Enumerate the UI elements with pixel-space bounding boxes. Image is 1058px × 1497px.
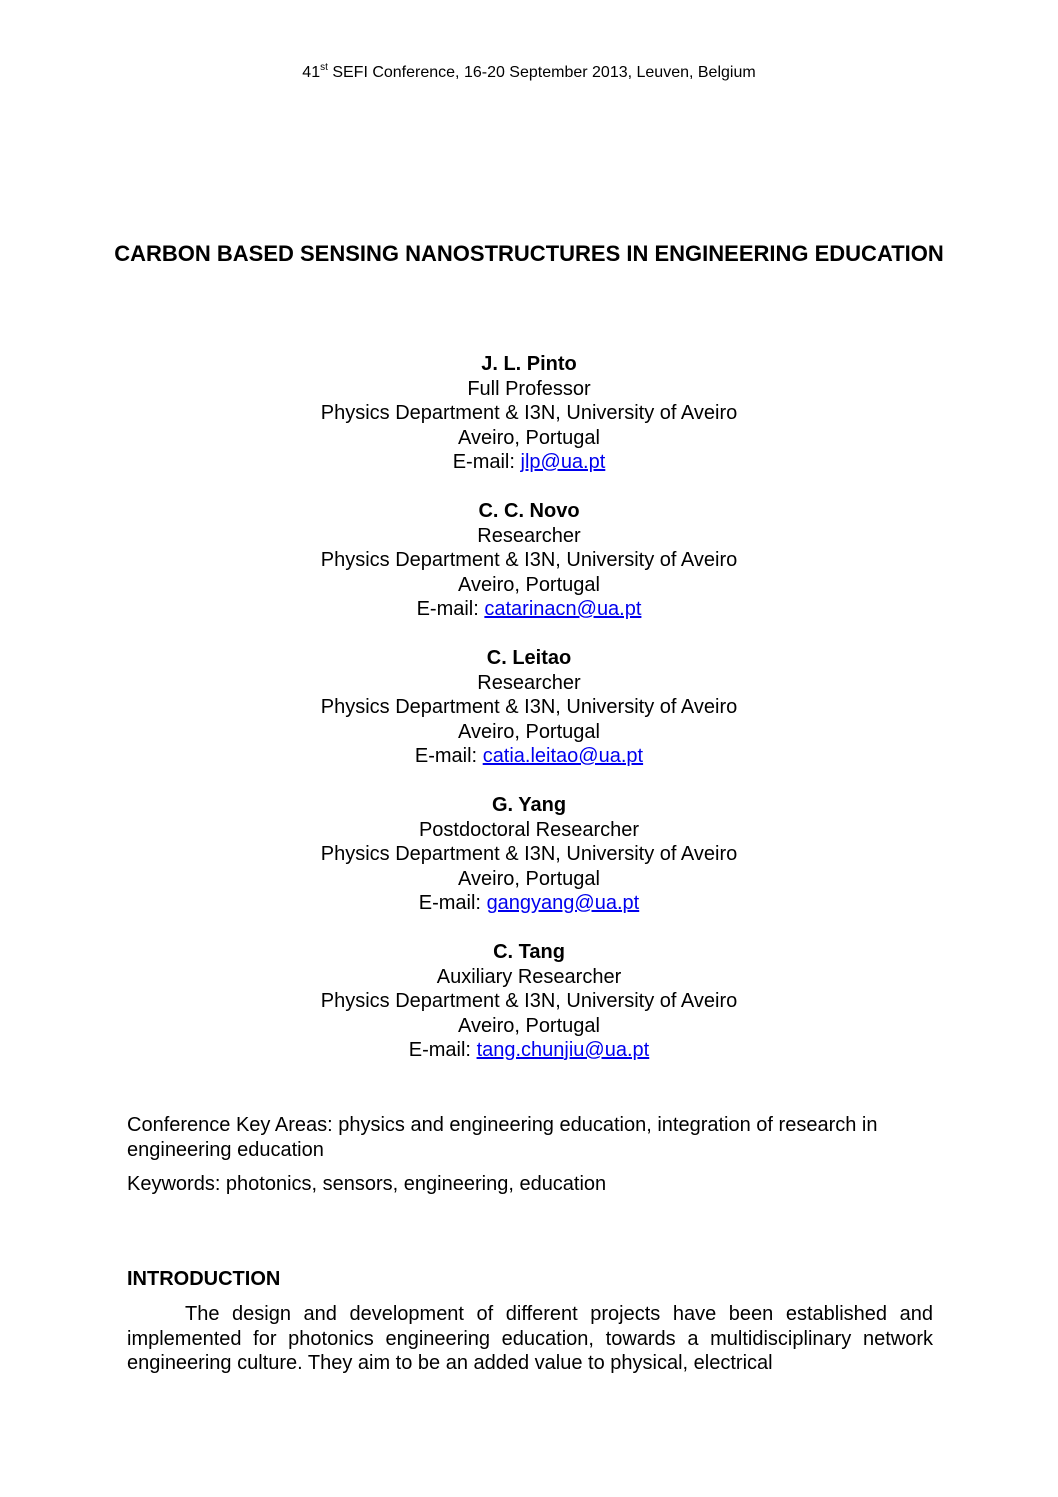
author-affiliation: Physics Department & I3N, University of Aveiro <box>320 549 738 571</box>
author-role: Full Professor <box>467 377 591 400</box>
author-name: G. Yang <box>491 794 567 816</box>
author-affiliation: Physics Department & I3N, University of Aveiro <box>320 990 738 1012</box>
author-location: Aveiro, Portugal <box>458 573 600 596</box>
author-block <box>0 940 1058 1063</box>
conference-header <box>0 62 1058 84</box>
author-role: Auxiliary Researcher <box>436 965 622 988</box>
author-email-link[interactable]: catarinacn@ua.pt <box>484 598 642 620</box>
author-name: C. Tang <box>493 941 565 963</box>
author-block <box>0 646 1058 769</box>
author-email-link[interactable]: catia.leitao@ua.pt <box>482 745 644 767</box>
author-block <box>0 499 1058 622</box>
introduction-paragraph: The design and development of different projects have been established and implemented for photonics engineering education, towards a multidisciplinary network engineering culture. They aim to be an added value to physical, electrical <box>127 1303 933 1374</box>
email-label: E-mail: <box>414 745 483 767</box>
email-label: E-mail: <box>416 598 485 620</box>
author-email-link[interactable]: jlp@ua.pt <box>520 451 606 473</box>
introduction-heading: INTRODUCTION <box>127 1268 281 1290</box>
author-name: C. C. Novo <box>478 500 580 522</box>
author-list <box>0 352 1058 1087</box>
email-label: E-mail: <box>418 892 487 914</box>
author-location: Aveiro, Portugal <box>458 720 600 743</box>
keywords: Keywords: photonics, sensors, engineering, education <box>127 1173 607 1195</box>
email-label: E-mail: <box>408 1039 477 1061</box>
paper-title: CARBON BASED SENSING NANOSTRUCTURES IN ENGINEERING EDUCATION <box>114 241 944 266</box>
author-email-line <box>0 744 1058 769</box>
author-block <box>0 793 1058 916</box>
conference-key-areas: Conference Key Areas: physics and engineering education, integration of research in engineering education <box>127 1114 878 1161</box>
author-email-line <box>0 597 1058 622</box>
author-email-line <box>0 1038 1058 1063</box>
author-email-line <box>0 450 1058 475</box>
author-affiliation: Physics Department & I3N, University of Aveiro <box>320 402 738 424</box>
author-role: Researcher <box>477 524 581 547</box>
author-block <box>0 352 1058 475</box>
author-affiliation: Physics Department & I3N, University of Aveiro <box>320 843 738 865</box>
author-email-line <box>0 891 1058 916</box>
conference-number: 41 <box>302 64 321 81</box>
author-email-link[interactable]: gangyang@ua.pt <box>486 892 640 914</box>
author-role: Postdoctoral Researcher <box>418 818 640 841</box>
author-name: J. L. Pinto <box>481 353 577 375</box>
author-role: Researcher <box>477 671 581 694</box>
author-email-link[interactable]: tang.chunjiu@ua.pt <box>476 1039 650 1061</box>
author-name: C. Leitao <box>486 647 572 669</box>
author-location: Aveiro, Portugal <box>458 867 600 890</box>
author-location: Aveiro, Portugal <box>458 1014 600 1037</box>
conference-details: SEFI Conference, 16-20 September 2013, Leuven, Belgium <box>327 64 756 81</box>
author-affiliation: Physics Department & I3N, University of Aveiro <box>320 696 738 718</box>
author-location: Aveiro, Portugal <box>458 426 600 449</box>
ordinal-suffix: st <box>320 62 328 73</box>
email-label: E-mail: <box>452 451 521 473</box>
